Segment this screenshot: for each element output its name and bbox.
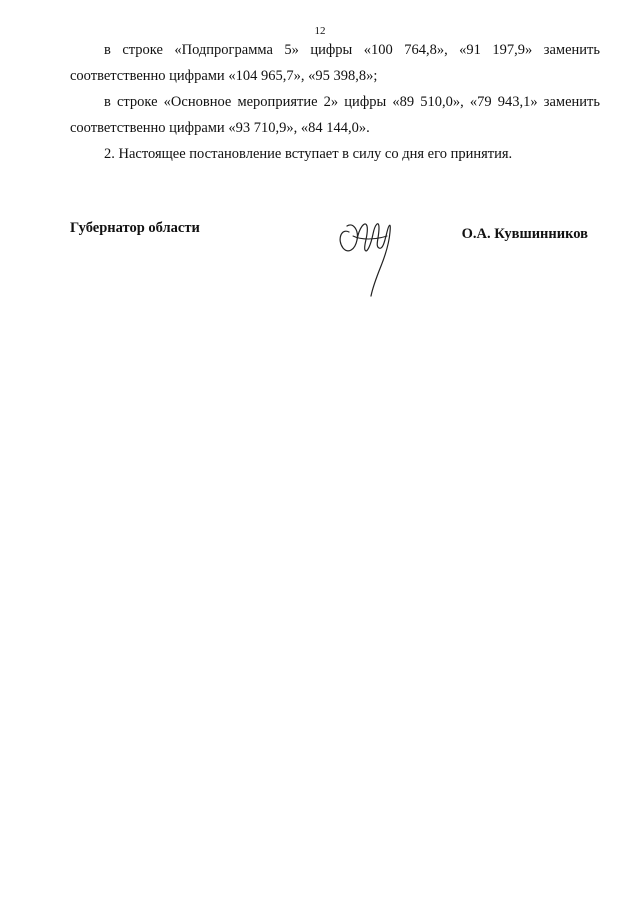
paragraph-subprogram-5 <box>70 37 600 89</box>
paragraph-effective-date <box>70 141 600 167</box>
paragraph-line: соответственно цифрами «104 965,7», «95 398,8»; <box>70 68 378 84</box>
paragraph-line: в строке «Подпрограмма 5» цифры «100 764,8», «91 197,9» заменить <box>104 42 600 58</box>
paragraph-line: в строке «Основное мероприятие 2» цифры «89 510,0», «79 943,1» заменить <box>104 94 600 110</box>
page-number: 12 <box>314 25 326 37</box>
signer-name: О.А. Кувшинников <box>461 226 588 242</box>
signer-title: Губернатор области <box>70 220 200 236</box>
paragraph-line: соответственно цифрами «93 710,9», «84 144,0». <box>70 120 370 136</box>
signature-block <box>70 218 600 308</box>
paragraph-main-activity-2 <box>70 89 600 141</box>
handwritten-signature-icon <box>335 210 405 300</box>
paragraph-line: 2. Настоящее постановление вступает в силу со дня его принятия. <box>104 146 513 162</box>
